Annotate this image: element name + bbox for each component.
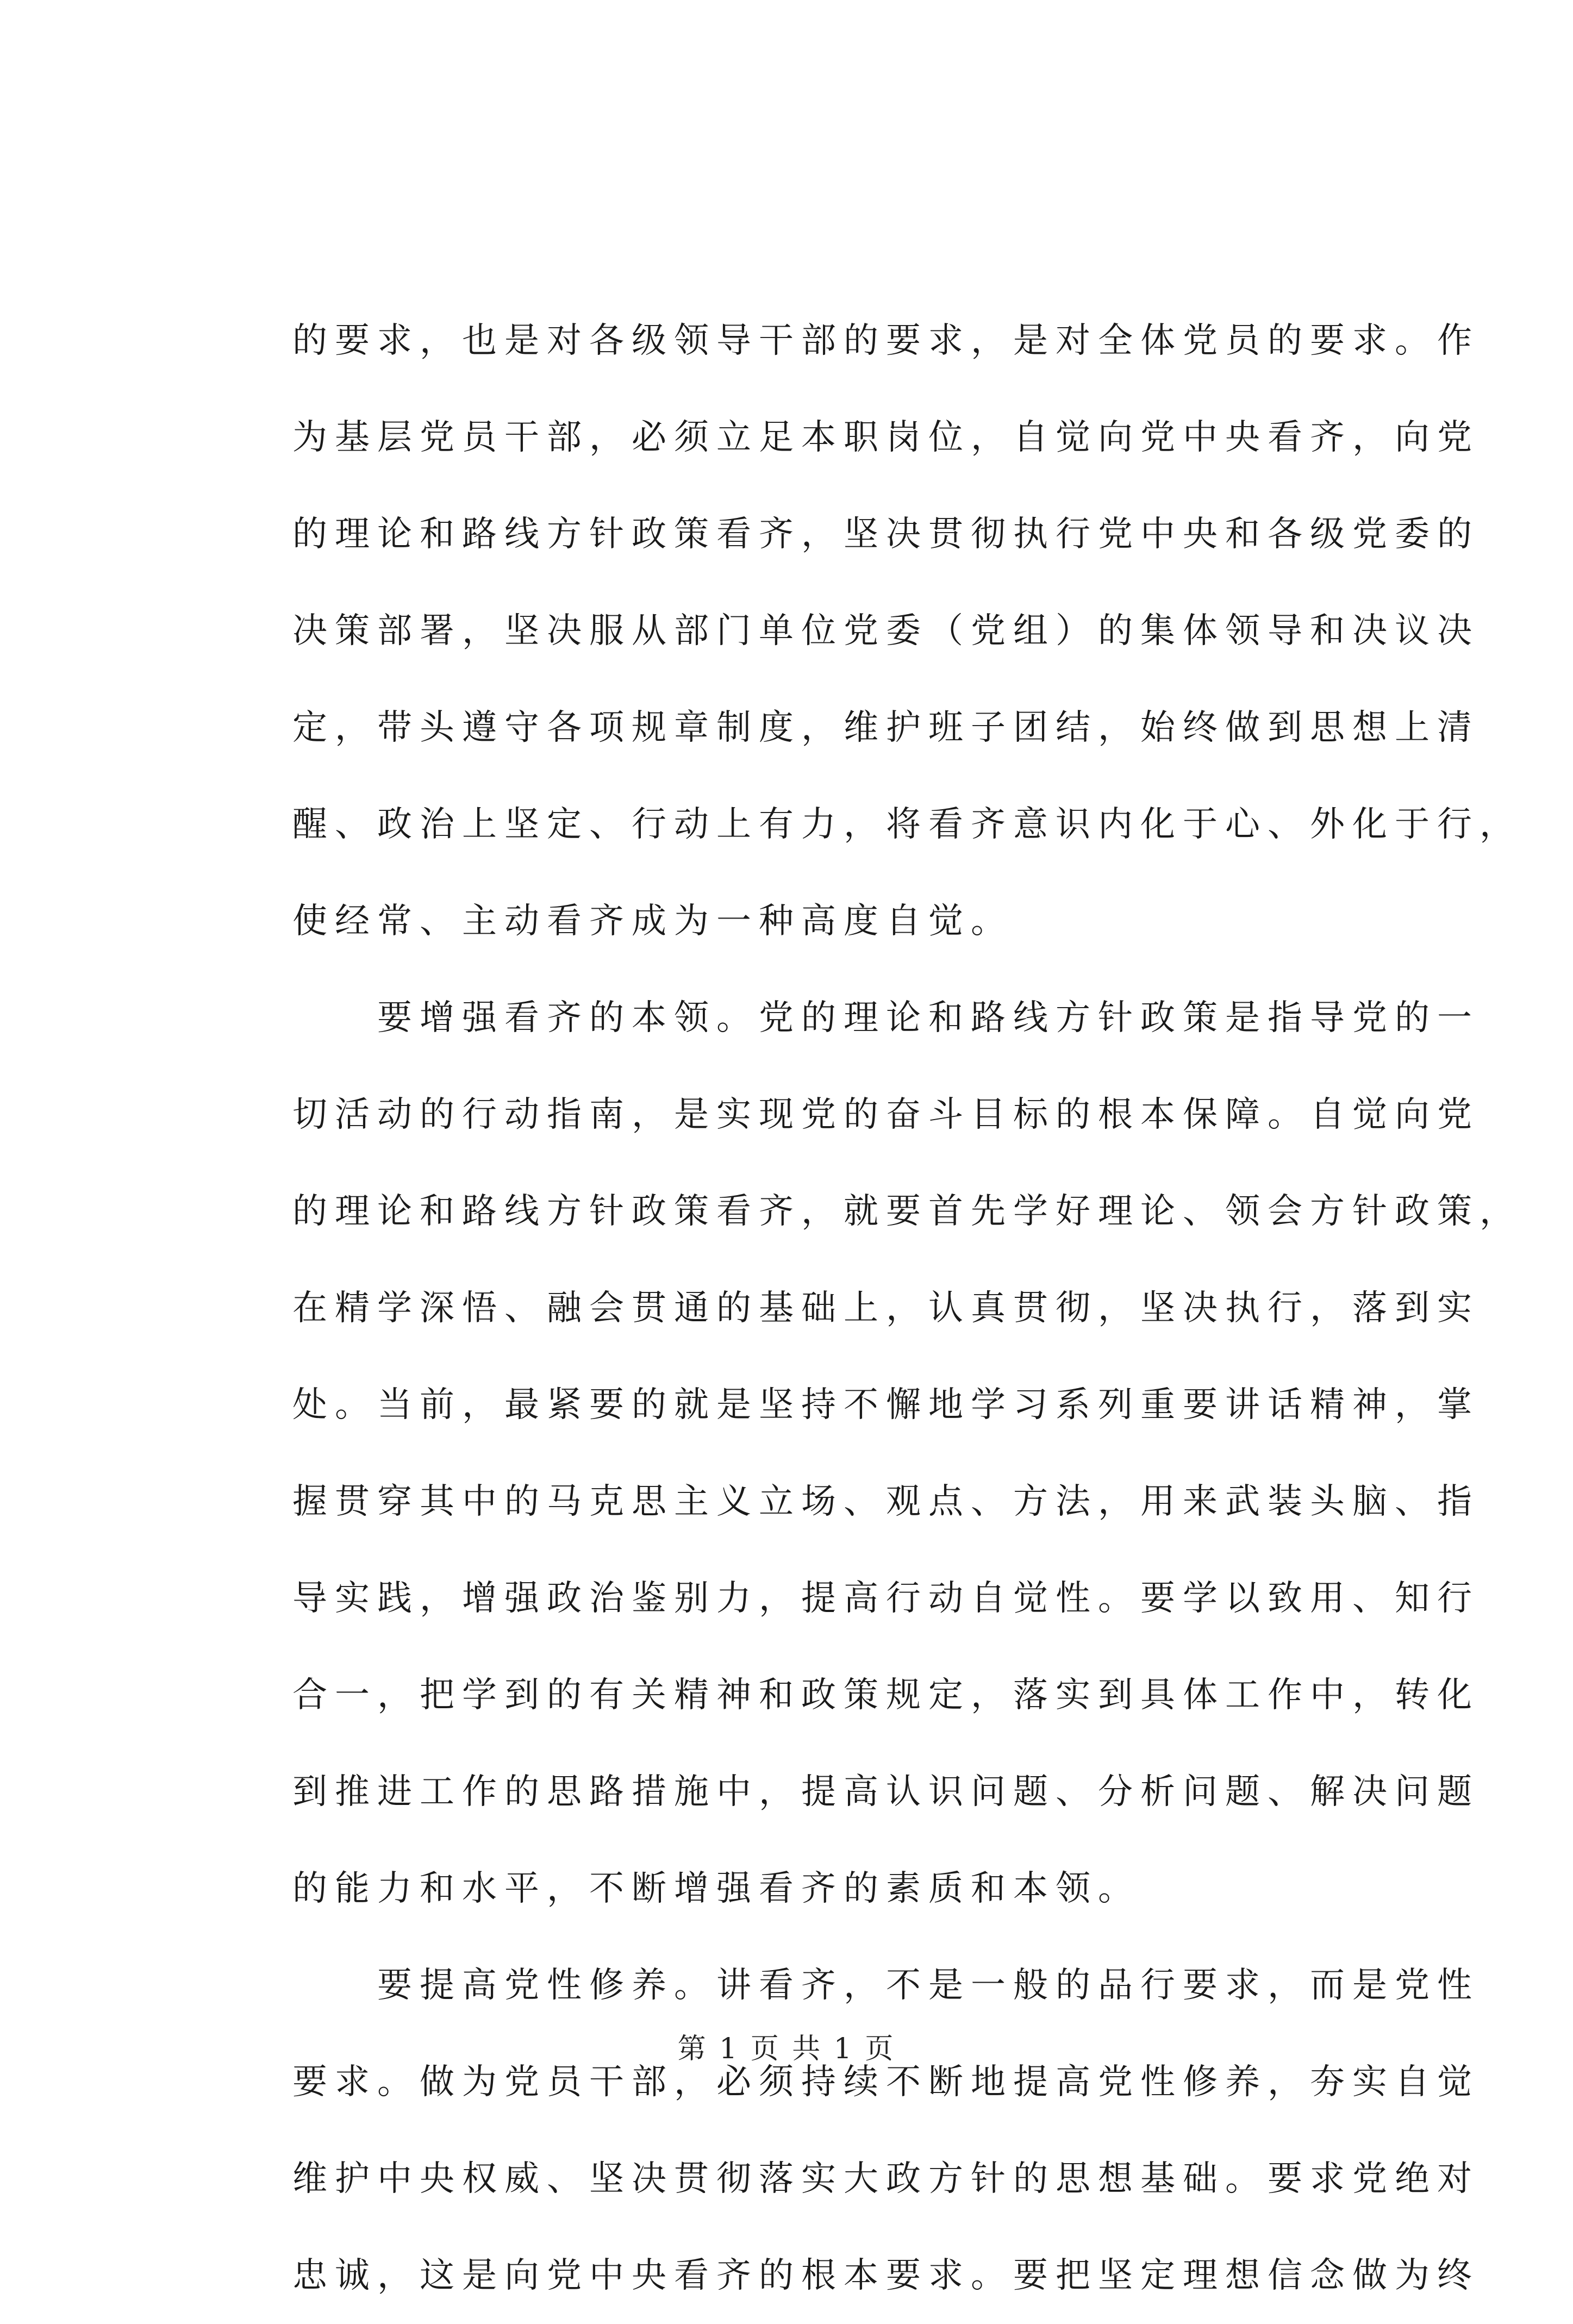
text-line: 的理论和路线方针政策看齐，就要首先学好理论、领会方针政策， (292, 1191, 1522, 1232)
text-line: 忠诚，这是向党中央看齐的根本要求。要把坚定理想信念做为终 (292, 2256, 1480, 2296)
text-line: 握贯穿其中的马克思主义立场、观点、方法，用来武装头脑、指 (292, 1482, 1480, 1522)
text-line: 处。当前，最紧要的就是坚持不懈地学习系列重要讲话精神，掌 (292, 1385, 1480, 1425)
text-line: 导实践，增强政治鉴别力，提高行动自觉性。要学以致用、知行 (292, 1578, 1480, 1619)
text-line: 在精学深悟、融会贯通的基础上，认真贯彻，坚决执行，落到实 (292, 1288, 1480, 1328)
text-line: 为基层党员干部，必须立足本职岗位，自觉向党中央看齐，向党 (292, 417, 1480, 458)
text-line: 切活动的行动指南，是实现党的奋斗目标的根本保障。自觉向党 (292, 1095, 1480, 1135)
text-line: 的能力和水平，不断增强看齐的素质和本领。 (292, 1869, 1140, 1909)
text-line: 决策部署，坚决服从部门单位党委（党组）的集体领导和决议决 (292, 611, 1480, 651)
text-line: 要求。做为党员干部，必须持续不断地提高党性修养，夯实自觉 (292, 2062, 1480, 2102)
page-footer (0, 2027, 1573, 2071)
body-text (292, 292, 1522, 2324)
text-line: 合一，把学到的有关精神和政策规定，落实到具体工作中，转化 (292, 1675, 1480, 1715)
text-line: 要增强看齐的本领。党的理论和路线方针政策是指导党的一 (292, 998, 1480, 1038)
text-line: 要提高党性修养。讲看齐，不是一般的品行要求，而是党性 (292, 1965, 1480, 2006)
text-line: 的要求，也是对各级领导干部的要求，是对全体党员的要求。作 (292, 321, 1480, 361)
text-line: 的理论和路线方针政策看齐，坚决贯彻执行党中央和各级党委的 (292, 514, 1480, 554)
text-line: 维护中央权威、坚决贯彻落实大政方针的思想基础。要求党绝对 (292, 2159, 1480, 2199)
text-line: 醒、政治上坚定、行动上有力，将看齐意识内化于心、外化于行， (292, 804, 1522, 845)
page-number-label: 第 1 页 共 1 页 (677, 2033, 896, 2065)
text-line: 到推进工作的思路措施中，提高认识问题、分析问题、解决问题 (292, 1772, 1480, 1812)
text-line: 定，带头遵守各项规章制度，维护班子团结，始终做到思想上清 (292, 708, 1480, 748)
text-line: 使经常、主动看齐成为一种高度自觉。 (292, 901, 1013, 941)
